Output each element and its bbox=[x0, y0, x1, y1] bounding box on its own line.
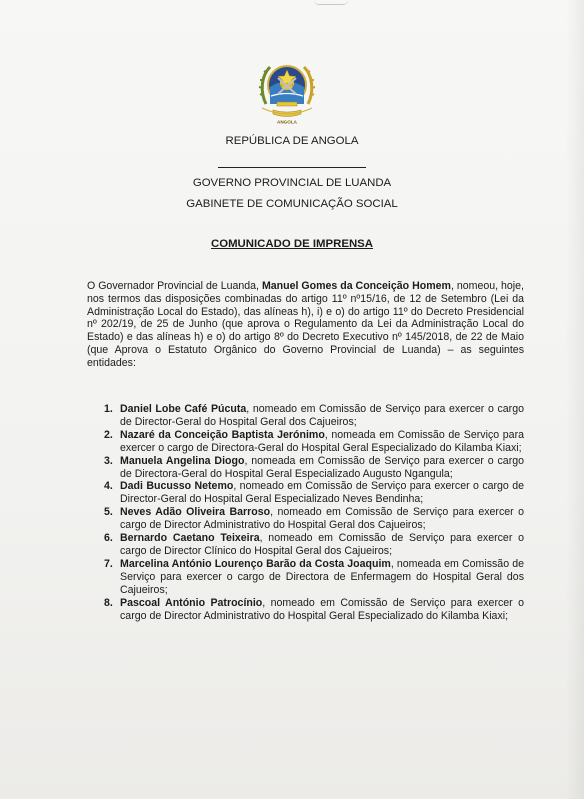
appointments-list bbox=[100, 403, 524, 622]
item-number: 2. bbox=[104, 428, 113, 441]
emblem-banner-text: ANGOLA bbox=[277, 119, 297, 125]
office-heading: GABINETE DE COMUNICAÇÃO SOCIAL bbox=[186, 198, 398, 210]
list-item bbox=[100, 597, 524, 623]
item-number: 7. bbox=[104, 557, 113, 570]
appointment-text: , nomeado em Comissão de Serviço para exercer o cargo de Director Administrativo do Hospital Geral dos Cajueiros; bbox=[120, 506, 524, 532]
angola-coat-of-arms-icon bbox=[258, 58, 316, 126]
page-edge-shadow bbox=[566, 0, 584, 799]
governor-name: Manuel Gomes da Conceição Homem bbox=[261, 280, 451, 292]
list-item bbox=[100, 403, 524, 429]
list-item bbox=[100, 429, 524, 455]
appointee-name: Manuela Angelina Diogo bbox=[120, 454, 245, 467]
heading-divider bbox=[218, 167, 366, 168]
appointee-name: Bernardo Caetano Teixeira bbox=[120, 532, 260, 545]
list-item bbox=[100, 455, 524, 481]
appointee-name: Daniel Lobe Café Púcuta bbox=[120, 403, 247, 415]
intro-text-end: , nomeou, hoje, nos termos das disposições combinadas do artigo 11º nº15/16, de 12 de Setembro (Lei da Administração Local do Estado), das alíneas h), i) e o) do artigo 11º do Decreto Presidencial nº 202/19, de 25 de Junho (que aprova o Regulamento da Lei da Administração Local do Estado) e das alíneas h) e o) do artigo 8º do Decreto Executivo nº 145/2018, de 22 de Maio (que Aprova o Estatuto Orgânico do Governo Provincial de Luanda) – as seguintes entidades: bbox=[87, 280, 524, 369]
appointment-text: , nomeado em Comissão de Serviço para exercer o cargo de Director Administrativo do Hospital Geral Especializado do Kilamba Kiaxi; bbox=[120, 596, 524, 622]
appointee-name: Dadi Bucusso Netemo bbox=[120, 480, 234, 493]
item-number: 3. bbox=[104, 454, 113, 467]
item-number: 8. bbox=[104, 596, 113, 609]
list-item bbox=[100, 532, 524, 558]
list-item bbox=[100, 558, 524, 597]
appointee-name: Pascoal António Patrocínio bbox=[120, 596, 263, 609]
appointment-text: , nomeada em Comissão de Serviço para exercer o cargo de Directora-Geral do Hospital Geral Especializado do Kilamba Kiaxi; bbox=[120, 428, 524, 454]
intro-paragraph bbox=[87, 280, 524, 370]
appointee-name: Marcelina António Lourenço Barão da Costa Joaquim bbox=[120, 557, 391, 570]
appointee-name: Neves Adão Oliveira Barroso bbox=[120, 506, 271, 519]
item-number: 1. bbox=[104, 403, 113, 415]
item-number: 5. bbox=[104, 506, 113, 519]
intro-text-start: O Governador Provincial de Luanda, bbox=[87, 280, 262, 292]
document-title: COMUNICADO DE IMPRENSA bbox=[210, 238, 373, 250]
appointment-text: , nomeada em Comissão de Serviço para exercer o cargo de Directora de Enfermagem do Hospital Geral dos Cajueiros; bbox=[120, 557, 524, 596]
item-number: 4. bbox=[104, 480, 113, 493]
government-heading: GOVERNO PROVINCIAL DE LUANDA bbox=[192, 177, 392, 189]
appointment-text: , nomeado em Comissão de Serviço para exercer o cargo de Director Clínico do Hospital Geral dos Cajueiros; bbox=[120, 532, 524, 557]
republic-heading: REPÚBLICA DE ANGOLA bbox=[225, 135, 359, 147]
list-item bbox=[100, 506, 524, 532]
appointment-text: , nomeada em Comissão de Serviço para exercer o cargo de Directora-Geral do Hospital Geral Especializado Augusto Ngangula; bbox=[120, 454, 525, 480]
list-item bbox=[100, 480, 524, 506]
appointment-text: , nomeado em Comissão de Serviço para exercer o cargo de Director-Geral do Hospital Geral dos Cajueiros; bbox=[120, 403, 524, 428]
appointment-text: , nomeado em Comissão de Serviço para exercer o cargo de Director-Geral do Hospital Geral Especializado Neves Bendinha; bbox=[120, 480, 524, 506]
item-number: 6. bbox=[104, 532, 113, 545]
page-top-mark bbox=[314, 0, 348, 5]
appointee-name: Nazaré da Conceição Baptista Jerónimo bbox=[120, 428, 325, 441]
